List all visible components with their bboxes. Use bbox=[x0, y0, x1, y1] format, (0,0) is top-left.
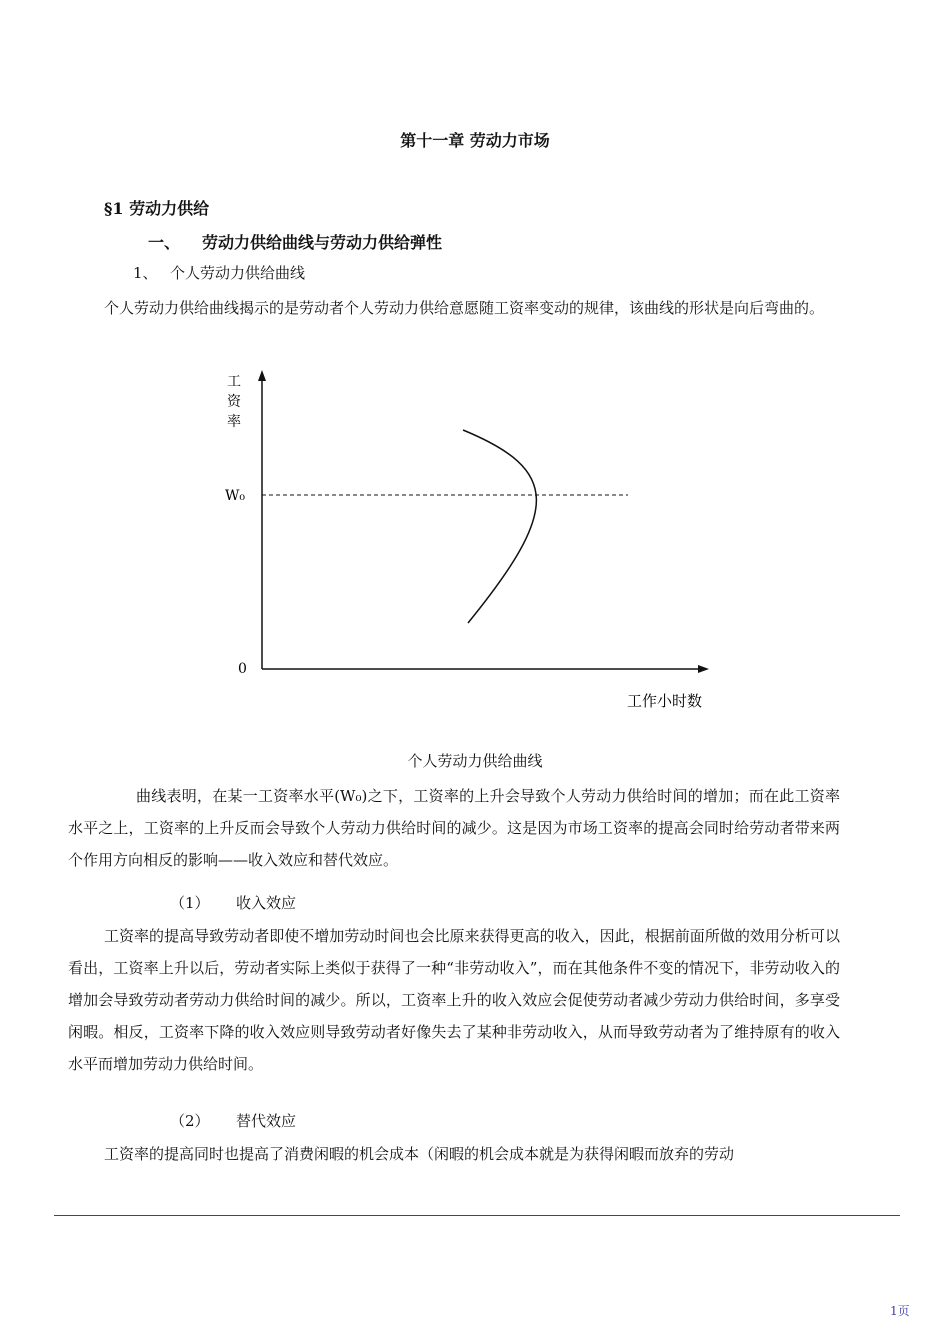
income-effect-heading bbox=[170, 892, 296, 913]
origin-label: 0 bbox=[238, 661, 247, 677]
paragraph-substitution-effect: 工资率的提高同时也提高了消费闲暇的机会成本（闲暇的机会成本就是为获得闲暇而放弃的劳动 bbox=[104, 1145, 735, 1163]
page-number: 1页 bbox=[890, 1304, 910, 1318]
paragraph-intro: 个人劳动力供给曲线揭示的是劳动者个人劳动力供给意愿随工资率变动的规律，该曲线的形状是向后弯曲的。 bbox=[104, 299, 825, 317]
chapter-title: 第十一章 劳动力市场 bbox=[400, 131, 550, 150]
x-axis-arrow bbox=[698, 665, 709, 673]
supply-curve bbox=[463, 430, 536, 623]
paragraph-income-effect: 工资率的提高导致劳动者即使不增加劳动时间也会比原来获得更高的收入，因此，根据前面所做的效用分析可以看出，工资率上升以后，劳动者实际上类似于获得了一种“非劳动收入”，而在其他条件不变的情况下，非劳动收入的增加会导致劳动者劳动力供给时间的减少。所以，工资率上升的收入效应会促使劳动者减少劳动力供给时间，多享受闲暇。相反，工资率下降的收入效应则导致劳动者好像失去了某种非劳动收入，从而导致劳动者为了维持原有的收入水平而增加劳动力供给时间。 bbox=[68, 927, 840, 1073]
income-effect-title: 收入效应 bbox=[236, 894, 297, 912]
chart-caption: 个人劳动力供给曲线 bbox=[407, 752, 543, 770]
subsection-title: 劳动力供给曲线与劳动力供给弹性 bbox=[202, 233, 443, 252]
paragraph-explanation: 曲线表明，在某一工资率水平(W₀)之下，工资率的上升会导致个人劳动力供给时间的增加；而在此工资率水平之上，工资率的上升反而会导致个人劳动力供给时间的减少。这是因为市场工资率的提高会同时给劳动者带来两个作用方向相反的影响——收入效应和替代效应。 bbox=[68, 787, 840, 869]
item-title: 个人劳动力供给曲线 bbox=[170, 264, 306, 282]
y-label-char: 率 bbox=[227, 414, 241, 430]
wage-w0-label: W₀ bbox=[225, 488, 246, 504]
substitution-effect-title: 替代效应 bbox=[236, 1112, 297, 1130]
substitution-effect-heading bbox=[170, 1110, 296, 1131]
footer-divider bbox=[54, 1215, 900, 1216]
income-effect-number: （1） bbox=[170, 894, 210, 912]
y-label-char: 工 bbox=[227, 374, 241, 390]
substitution-effect-number: （2） bbox=[170, 1112, 210, 1130]
subsection-number: 一、 bbox=[148, 233, 181, 252]
section-heading: §1 劳动力供给 bbox=[104, 199, 210, 218]
y-label-char: 资 bbox=[227, 394, 241, 410]
y-axis-arrow bbox=[258, 370, 266, 381]
item-number: 1、 bbox=[133, 264, 158, 282]
x-axis-label: 工作小时数 bbox=[627, 692, 703, 710]
